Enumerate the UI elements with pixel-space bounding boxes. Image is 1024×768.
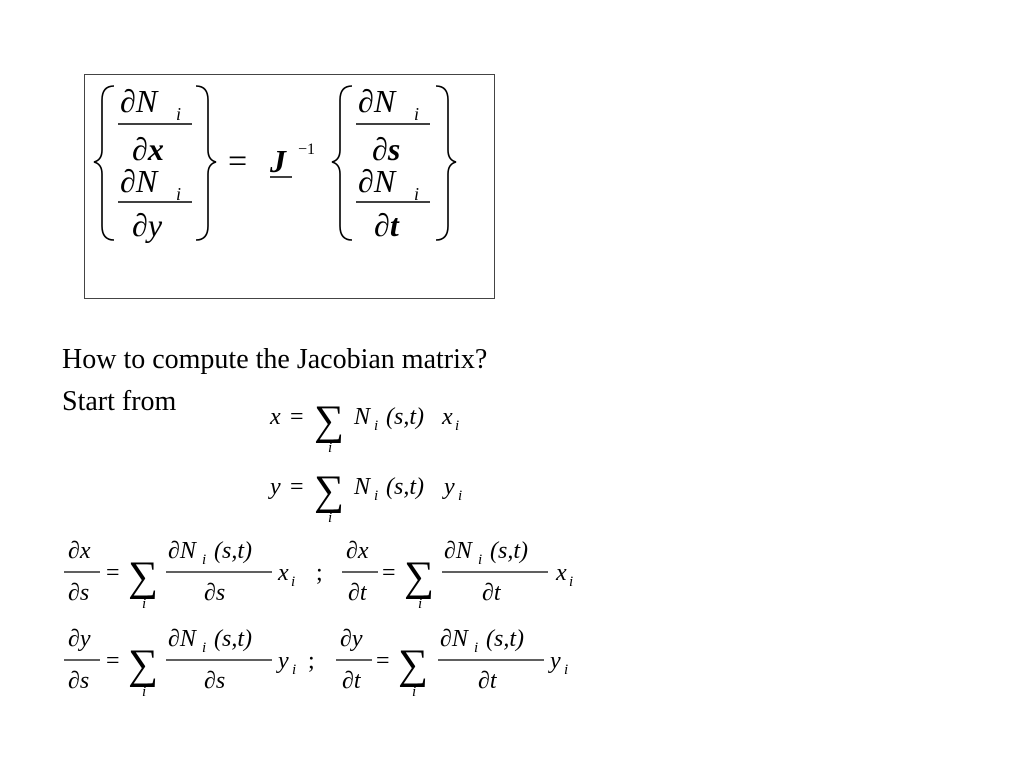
dt-denominator: ∂t xyxy=(342,668,361,694)
left-brace-open xyxy=(94,86,114,240)
dx-numerator: ∂x xyxy=(68,538,91,564)
N-symbol: N xyxy=(354,474,371,500)
args: (s,t) xyxy=(386,474,424,500)
subscript-i: i xyxy=(202,552,207,568)
start-from-text: Start from xyxy=(62,386,177,417)
dNi-numerator: ∂N xyxy=(444,538,472,564)
sum-index: i xyxy=(142,684,147,700)
jacobian-relation xyxy=(94,83,456,243)
subscript-i: i xyxy=(569,574,574,590)
equals-sign: = xyxy=(290,404,304,430)
ds-denominator: ∂s xyxy=(372,131,401,167)
dNi-numerator-2: ∂N xyxy=(120,163,158,199)
sum-index: i xyxy=(328,440,333,456)
args: (s,t) xyxy=(486,626,524,652)
right-brace-open xyxy=(332,86,352,240)
x-symbol: x xyxy=(278,560,289,586)
args: (s,t) xyxy=(490,538,528,564)
ds-denominator: ∂s xyxy=(204,580,226,606)
dNi-numerator: ∂N xyxy=(168,626,196,652)
sum-sign: ∑ xyxy=(128,642,158,688)
sum-index: i xyxy=(328,510,333,526)
dNi-numerator: ∂N xyxy=(440,626,468,652)
dy-numerator: ∂y xyxy=(340,626,363,652)
subscript-i: i xyxy=(176,104,182,124)
subscript-i: i xyxy=(455,418,460,434)
sum-sign: ∑ xyxy=(404,554,434,600)
dx-numerator: ∂x xyxy=(346,538,369,564)
right-brace-close xyxy=(436,86,456,240)
dt-denominator: ∂t xyxy=(348,580,367,606)
subscript-i: i xyxy=(202,640,207,656)
dt-denominator: ∂t xyxy=(374,207,399,243)
args: (s,t) xyxy=(214,626,252,652)
subscript-i: i xyxy=(478,552,483,568)
subscript-i: i xyxy=(292,662,297,678)
sum-index: i xyxy=(412,684,417,700)
subscript-i: i xyxy=(458,488,463,504)
x-symbol: x xyxy=(556,560,567,586)
dx-denominator: ∂x xyxy=(132,131,164,167)
x-interpolation xyxy=(269,398,459,456)
subscript-i: i xyxy=(414,184,420,204)
args: (s,t) xyxy=(386,404,424,430)
semicolon: ; xyxy=(308,648,315,674)
equals-sign: = xyxy=(290,474,304,500)
subscript-i: i xyxy=(374,418,379,434)
N-symbol: N xyxy=(354,404,371,430)
subscript-i: i xyxy=(414,104,420,124)
dt-denominator: ∂t xyxy=(478,668,497,694)
y-symbol: y xyxy=(278,648,289,674)
equals-sign: = xyxy=(228,143,248,180)
left-brace-close xyxy=(196,86,216,240)
ds-denominator: ∂s xyxy=(204,668,226,694)
inverse-exponent: −1 xyxy=(298,141,316,158)
y-symbol: y xyxy=(270,474,281,500)
y-symbol: y xyxy=(550,648,561,674)
dNi-numerator-1: ∂N xyxy=(120,83,158,119)
subscript-i: i xyxy=(176,184,182,204)
equals-sign: = xyxy=(106,648,120,674)
semicolon: ; xyxy=(316,560,323,586)
dy-denominator: ∂y xyxy=(132,207,163,243)
question-text: How to compute the Jacobian matrix? xyxy=(62,344,488,375)
dNi-numerator-3: ∂N xyxy=(358,83,396,119)
y-interpolation xyxy=(268,468,462,526)
subscript-i: i xyxy=(291,574,296,590)
equals-sign: = xyxy=(382,560,396,586)
ds-denominator: ∂s xyxy=(68,668,90,694)
dt-denominator: ∂t xyxy=(482,580,501,606)
x-symbol: x xyxy=(442,404,453,430)
dNi-numerator-4: ∂N xyxy=(358,163,396,199)
equals-sign: = xyxy=(376,648,390,674)
y-derivatives xyxy=(64,626,568,700)
sum-sign: ∑ xyxy=(314,398,344,444)
subscript-i: i xyxy=(374,488,379,504)
ds-denominator: ∂s xyxy=(68,580,90,606)
x-symbol: x xyxy=(270,404,281,430)
sum-sign: ∑ xyxy=(398,642,428,688)
sum-sign: ∑ xyxy=(128,554,158,600)
subscript-i: i xyxy=(474,640,479,656)
dNi-numerator: ∂N xyxy=(168,538,196,564)
subscript-i: i xyxy=(564,662,569,678)
sum-index: i xyxy=(418,596,423,612)
args: (s,t) xyxy=(214,538,252,564)
x-derivatives xyxy=(64,538,573,612)
dy-numerator: ∂y xyxy=(68,626,91,652)
sum-sign: ∑ xyxy=(314,468,344,514)
equals-sign: = xyxy=(106,560,120,586)
y-symbol: y xyxy=(444,474,455,500)
jacobian-J: J xyxy=(270,143,286,179)
sum-index: i xyxy=(142,596,147,612)
